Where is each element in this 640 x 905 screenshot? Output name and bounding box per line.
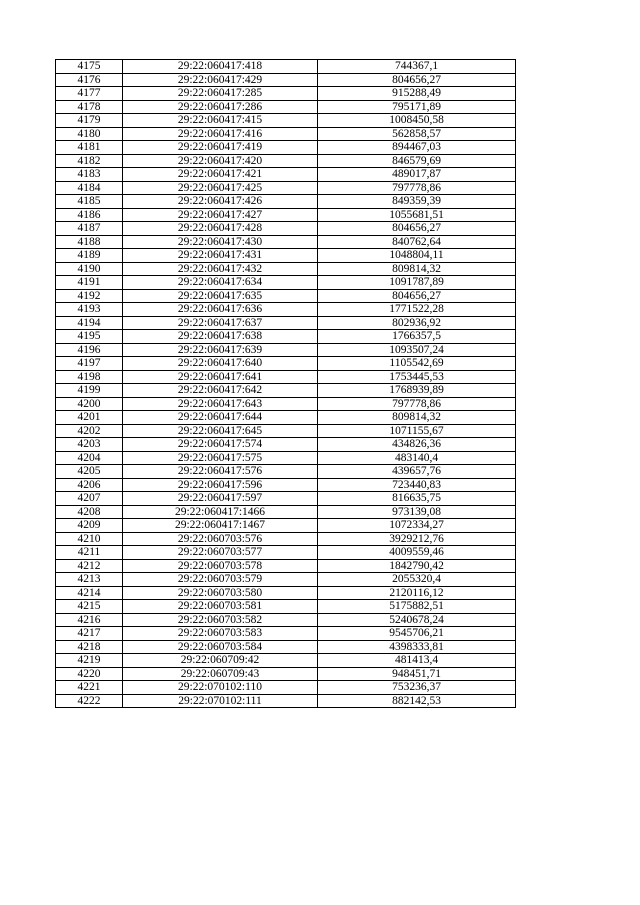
row-number-cell: 4185	[56, 195, 123, 209]
value-cell: 915288,49	[318, 87, 516, 101]
table-row	[56, 235, 516, 249]
table-row	[56, 154, 516, 168]
table-row	[56, 195, 516, 209]
row-number-cell: 4210	[56, 532, 123, 546]
table-row	[56, 289, 516, 303]
cadastral-number-cell: 29:22:060417:416	[123, 127, 318, 141]
row-number-cell: 4214	[56, 586, 123, 600]
row-number-cell: 4211	[56, 546, 123, 560]
value-cell: 948451,71	[318, 667, 516, 681]
row-number-cell: 4183	[56, 168, 123, 182]
row-number-cell: 4182	[56, 154, 123, 168]
value-cell: 753236,37	[318, 681, 516, 695]
cadastral-number-cell: 29:22:060417:431	[123, 249, 318, 263]
cadastral-number-cell: 29:22:060703:579	[123, 573, 318, 587]
value-cell: 3929212,76	[318, 532, 516, 546]
row-number-cell: 4203	[56, 438, 123, 452]
table-row	[56, 100, 516, 114]
table-row	[56, 60, 516, 74]
table-row	[56, 505, 516, 519]
value-cell: 1091787,89	[318, 276, 516, 290]
table-row	[56, 654, 516, 668]
cadastral-number-cell: 29:22:060417:635	[123, 289, 318, 303]
value-cell: 1071155,67	[318, 424, 516, 438]
table-row	[56, 573, 516, 587]
cadastral-number-cell: 29:22:060417:1467	[123, 519, 318, 533]
row-number-cell: 4204	[56, 451, 123, 465]
value-cell: 1766357,5	[318, 330, 516, 344]
cadastral-number-cell: 29:22:060417:285	[123, 87, 318, 101]
cadastral-number-cell: 29:22:060709:43	[123, 667, 318, 681]
row-number-cell: 4186	[56, 208, 123, 222]
row-number-cell: 4206	[56, 478, 123, 492]
value-cell: 797778,86	[318, 397, 516, 411]
row-number-cell: 4218	[56, 640, 123, 654]
value-cell: 846579,69	[318, 154, 516, 168]
table-row	[56, 276, 516, 290]
table-row	[56, 465, 516, 479]
cadastral-number-cell: 29:22:060417:641	[123, 370, 318, 384]
table-row	[56, 397, 516, 411]
table-row	[56, 438, 516, 452]
cadastral-number-cell: 29:22:060417:428	[123, 222, 318, 236]
value-cell: 483140,4	[318, 451, 516, 465]
value-cell: 973139,08	[318, 505, 516, 519]
value-cell: 489017,87	[318, 168, 516, 182]
row-number-cell: 4215	[56, 600, 123, 614]
table-row	[56, 303, 516, 317]
row-number-cell: 4190	[56, 262, 123, 276]
cadastral-number-cell: 29:22:060417:642	[123, 384, 318, 398]
value-cell: 9545706,21	[318, 627, 516, 641]
cadastral-number-cell: 29:22:060417:425	[123, 181, 318, 195]
value-cell: 2055320,4	[318, 573, 516, 587]
cadastral-number-cell: 29:22:060417:597	[123, 492, 318, 506]
table-row	[56, 478, 516, 492]
value-cell: 1105542,69	[318, 357, 516, 371]
value-cell: 882142,53	[318, 694, 516, 708]
table-row	[56, 330, 516, 344]
table-row	[56, 519, 516, 533]
row-number-cell: 4189	[56, 249, 123, 263]
cadastral-number-cell: 29:22:060417:286	[123, 100, 318, 114]
row-number-cell: 4201	[56, 411, 123, 425]
cadastral-number-cell: 29:22:060417:634	[123, 276, 318, 290]
table-row	[56, 141, 516, 155]
row-number-cell: 4188	[56, 235, 123, 249]
cadastral-number-cell: 29:22:060417:574	[123, 438, 318, 452]
table-row	[56, 249, 516, 263]
cadastral-number-cell: 29:22:060417:430	[123, 235, 318, 249]
cadastral-number-cell: 29:22:070102:110	[123, 681, 318, 695]
row-number-cell: 4180	[56, 127, 123, 141]
cadastral-number-cell: 29:22:060703:584	[123, 640, 318, 654]
value-cell: 1008450,58	[318, 114, 516, 128]
table-row	[56, 451, 516, 465]
table-row	[56, 208, 516, 222]
row-number-cell: 4200	[56, 397, 123, 411]
row-number-cell: 4208	[56, 505, 123, 519]
row-number-cell: 4219	[56, 654, 123, 668]
table-row	[56, 73, 516, 87]
table-row	[56, 694, 516, 708]
cadastral-number-cell: 29:22:060417:636	[123, 303, 318, 317]
table-row	[56, 492, 516, 506]
cadastral-number-cell: 29:22:060417:419	[123, 141, 318, 155]
cadastral-number-cell: 29:22:060417:427	[123, 208, 318, 222]
row-number-cell: 4177	[56, 87, 123, 101]
value-cell: 797778,86	[318, 181, 516, 195]
row-number-cell: 4181	[56, 141, 123, 155]
row-number-cell: 4209	[56, 519, 123, 533]
value-cell: 804656,27	[318, 289, 516, 303]
value-cell: 809814,32	[318, 411, 516, 425]
value-cell: 816635,75	[318, 492, 516, 506]
cadastral-number-cell: 29:22:060417:639	[123, 343, 318, 357]
value-cell: 840762,64	[318, 235, 516, 249]
table-row	[56, 316, 516, 330]
row-number-cell: 4175	[56, 60, 123, 74]
value-cell: 562858,57	[318, 127, 516, 141]
cadastral-number-cell: 29:22:060703:580	[123, 586, 318, 600]
cadastral-number-cell: 29:22:060703:576	[123, 532, 318, 546]
row-number-cell: 4198	[56, 370, 123, 384]
cadastral-number-cell: 29:22:060417:640	[123, 357, 318, 371]
cadastral-number-cell: 29:22:060417:637	[123, 316, 318, 330]
row-number-cell: 4187	[56, 222, 123, 236]
cadastral-number-cell: 29:22:060703:577	[123, 546, 318, 560]
value-cell: 802936,92	[318, 316, 516, 330]
table-row	[56, 87, 516, 101]
value-cell: 1072334,27	[318, 519, 516, 533]
row-number-cell: 4222	[56, 694, 123, 708]
row-number-cell: 4205	[56, 465, 123, 479]
value-cell: 1842790,42	[318, 559, 516, 573]
cadastral-number-cell: 29:22:060417:432	[123, 262, 318, 276]
table-row	[56, 559, 516, 573]
table-row	[56, 168, 516, 182]
table-row	[56, 114, 516, 128]
cadastral-number-cell: 29:22:060703:583	[123, 627, 318, 641]
table-row	[56, 357, 516, 371]
cadastral-number-cell: 29:22:060417:418	[123, 60, 318, 74]
cadastral-number-cell: 29:22:060417:644	[123, 411, 318, 425]
table-row	[56, 586, 516, 600]
table-row	[56, 370, 516, 384]
value-cell: 849359,39	[318, 195, 516, 209]
value-cell: 1055681,51	[318, 208, 516, 222]
table-row	[56, 546, 516, 560]
cadastral-number-cell: 29:22:060417:1466	[123, 505, 318, 519]
row-number-cell: 4199	[56, 384, 123, 398]
value-cell: 434826,36	[318, 438, 516, 452]
value-cell: 723440,83	[318, 478, 516, 492]
cadastral-number-cell: 29:22:060703:581	[123, 600, 318, 614]
data-table	[55, 59, 516, 708]
value-cell: 4009559,46	[318, 546, 516, 560]
row-number-cell: 4178	[56, 100, 123, 114]
row-number-cell: 4207	[56, 492, 123, 506]
row-number-cell: 4197	[56, 357, 123, 371]
table-row	[56, 532, 516, 546]
row-number-cell: 4216	[56, 613, 123, 627]
table-row	[56, 613, 516, 627]
table-row	[56, 384, 516, 398]
row-number-cell: 4217	[56, 627, 123, 641]
table-row	[56, 681, 516, 695]
cadastral-number-cell: 29:22:060417:429	[123, 73, 318, 87]
value-cell: 1753445,53	[318, 370, 516, 384]
table-row	[56, 181, 516, 195]
row-number-cell: 4193	[56, 303, 123, 317]
table-row	[56, 127, 516, 141]
row-number-cell: 4194	[56, 316, 123, 330]
value-cell: 894467,03	[318, 141, 516, 155]
cadastral-number-cell: 29:22:060417:596	[123, 478, 318, 492]
value-cell: 5240678,24	[318, 613, 516, 627]
row-number-cell: 4220	[56, 667, 123, 681]
cadastral-number-cell: 29:22:060709:42	[123, 654, 318, 668]
cadastral-number-cell: 29:22:060417:421	[123, 168, 318, 182]
table-row	[56, 667, 516, 681]
cadastral-number-cell: 29:22:060417:415	[123, 114, 318, 128]
value-cell: 1768939,89	[318, 384, 516, 398]
table-row	[56, 343, 516, 357]
value-cell: 804656,27	[318, 73, 516, 87]
row-number-cell: 4221	[56, 681, 123, 695]
value-cell: 5175882,51	[318, 600, 516, 614]
value-cell: 2120116,12	[318, 586, 516, 600]
table-row	[56, 262, 516, 276]
value-cell: 809814,32	[318, 262, 516, 276]
table-row	[56, 411, 516, 425]
value-cell: 1093507,24	[318, 343, 516, 357]
row-number-cell: 4213	[56, 573, 123, 587]
row-number-cell: 4212	[56, 559, 123, 573]
table-row	[56, 627, 516, 641]
cadastral-number-cell: 29:22:060417:420	[123, 154, 318, 168]
row-number-cell: 4196	[56, 343, 123, 357]
table-row	[56, 424, 516, 438]
value-cell: 1048804,11	[318, 249, 516, 263]
row-number-cell: 4184	[56, 181, 123, 195]
table-body	[56, 60, 516, 708]
cadastral-number-cell: 29:22:060417:576	[123, 465, 318, 479]
cadastral-number-cell: 29:22:060417:575	[123, 451, 318, 465]
row-number-cell: 4191	[56, 276, 123, 290]
row-number-cell: 4195	[56, 330, 123, 344]
cadastral-number-cell: 29:22:070102:111	[123, 694, 318, 708]
value-cell: 804656,27	[318, 222, 516, 236]
value-cell: 744367,1	[318, 60, 516, 74]
value-cell: 4398333,81	[318, 640, 516, 654]
row-number-cell: 4179	[56, 114, 123, 128]
cadastral-number-cell: 29:22:060417:643	[123, 397, 318, 411]
row-number-cell: 4192	[56, 289, 123, 303]
value-cell: 439657,76	[318, 465, 516, 479]
cadastral-number-cell: 29:22:060703:582	[123, 613, 318, 627]
table-row	[56, 600, 516, 614]
row-number-cell: 4202	[56, 424, 123, 438]
table-row	[56, 222, 516, 236]
cadastral-number-cell: 29:22:060417:645	[123, 424, 318, 438]
row-number-cell: 4176	[56, 73, 123, 87]
value-cell: 795171,89	[318, 100, 516, 114]
value-cell: 1771522,28	[318, 303, 516, 317]
table-row	[56, 640, 516, 654]
value-cell: 481413,4	[318, 654, 516, 668]
cadastral-number-cell: 29:22:060703:578	[123, 559, 318, 573]
cadastral-number-cell: 29:22:060417:426	[123, 195, 318, 209]
cadastral-number-cell: 29:22:060417:638	[123, 330, 318, 344]
